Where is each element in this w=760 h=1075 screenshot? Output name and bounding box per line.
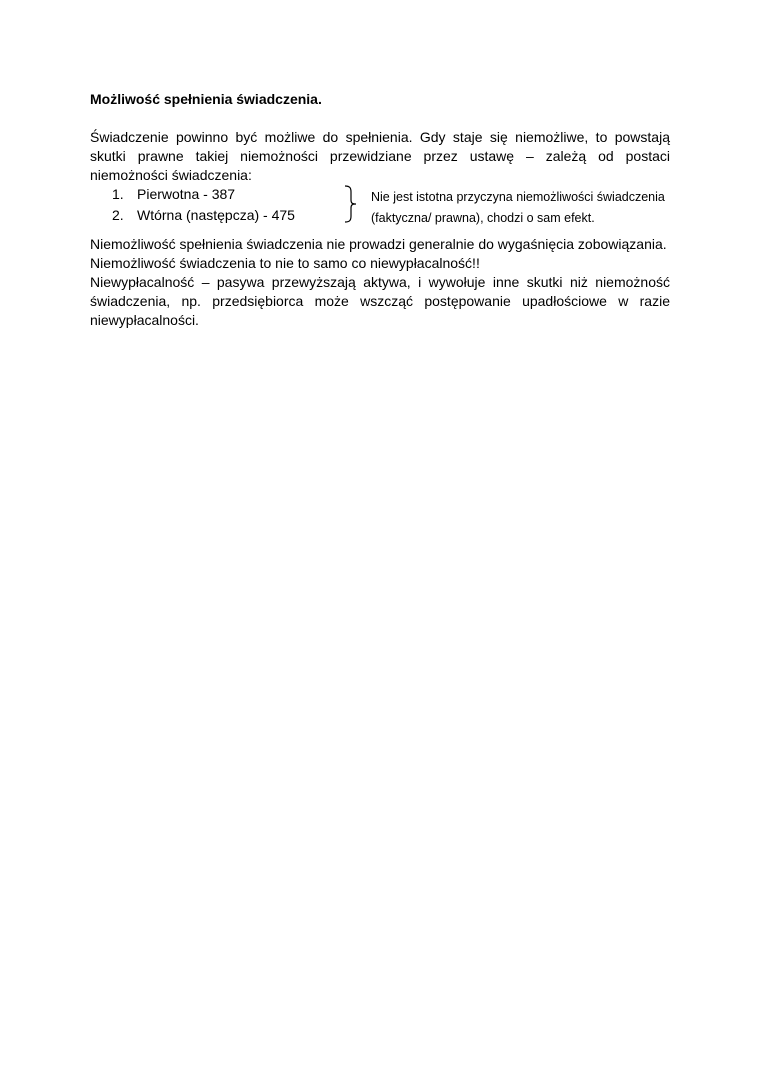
intro-paragraph: Świadczenie powinno być możliwe do spełnienia. Gdy staje się niemożliwe, to powstają skutki prawne takiej niemożności przewidziane przez ustawę – zależą od postaci niemożności świadczenia: <box>90 129 670 183</box>
brace-note <box>371 187 665 229</box>
list-item-text: Pierwotna - 387 <box>137 186 236 202</box>
section-heading: Możliwość spełnienia świadczenia. <box>90 91 322 107</box>
list-item <box>90 185 295 206</box>
list-item-text: Wtórna (następcza) - 475 <box>137 207 295 223</box>
conclusion-line: Niemożliwość spełnienia świadczenia nie prowadzi generalnie do wygaśnięcia zobowiązania. <box>90 236 667 252</box>
conclusion-line: Niemożliwość świadczenia to nie to samo co niewypłacalność!! <box>90 255 480 271</box>
impossibility-types-list <box>90 185 295 227</box>
document-body <box>90 90 670 330</box>
list-item-number: 2. <box>112 207 124 223</box>
insolvency-paragraph: Niewypłacalność – pasywa przewyższają aktywa, i wywołuje inne skutki niż niemożność świadczenia, np. przedsiębiorca może wszcząć postępowanie upadłościowe w razie niewypłacalności. <box>90 274 670 328</box>
list-item-number: 1. <box>112 186 124 202</box>
brace-note-line: (faktyczna/ prawna), chodzi o sam efekt. <box>371 211 595 225</box>
impossibility-types-block <box>90 185 670 225</box>
curly-brace-icon <box>343 185 359 223</box>
brace-note-line: Nie jest istotna przyczyna niemożliwości świadczenia <box>371 190 665 204</box>
conclusion-block <box>90 235 670 330</box>
list-item <box>90 206 295 227</box>
